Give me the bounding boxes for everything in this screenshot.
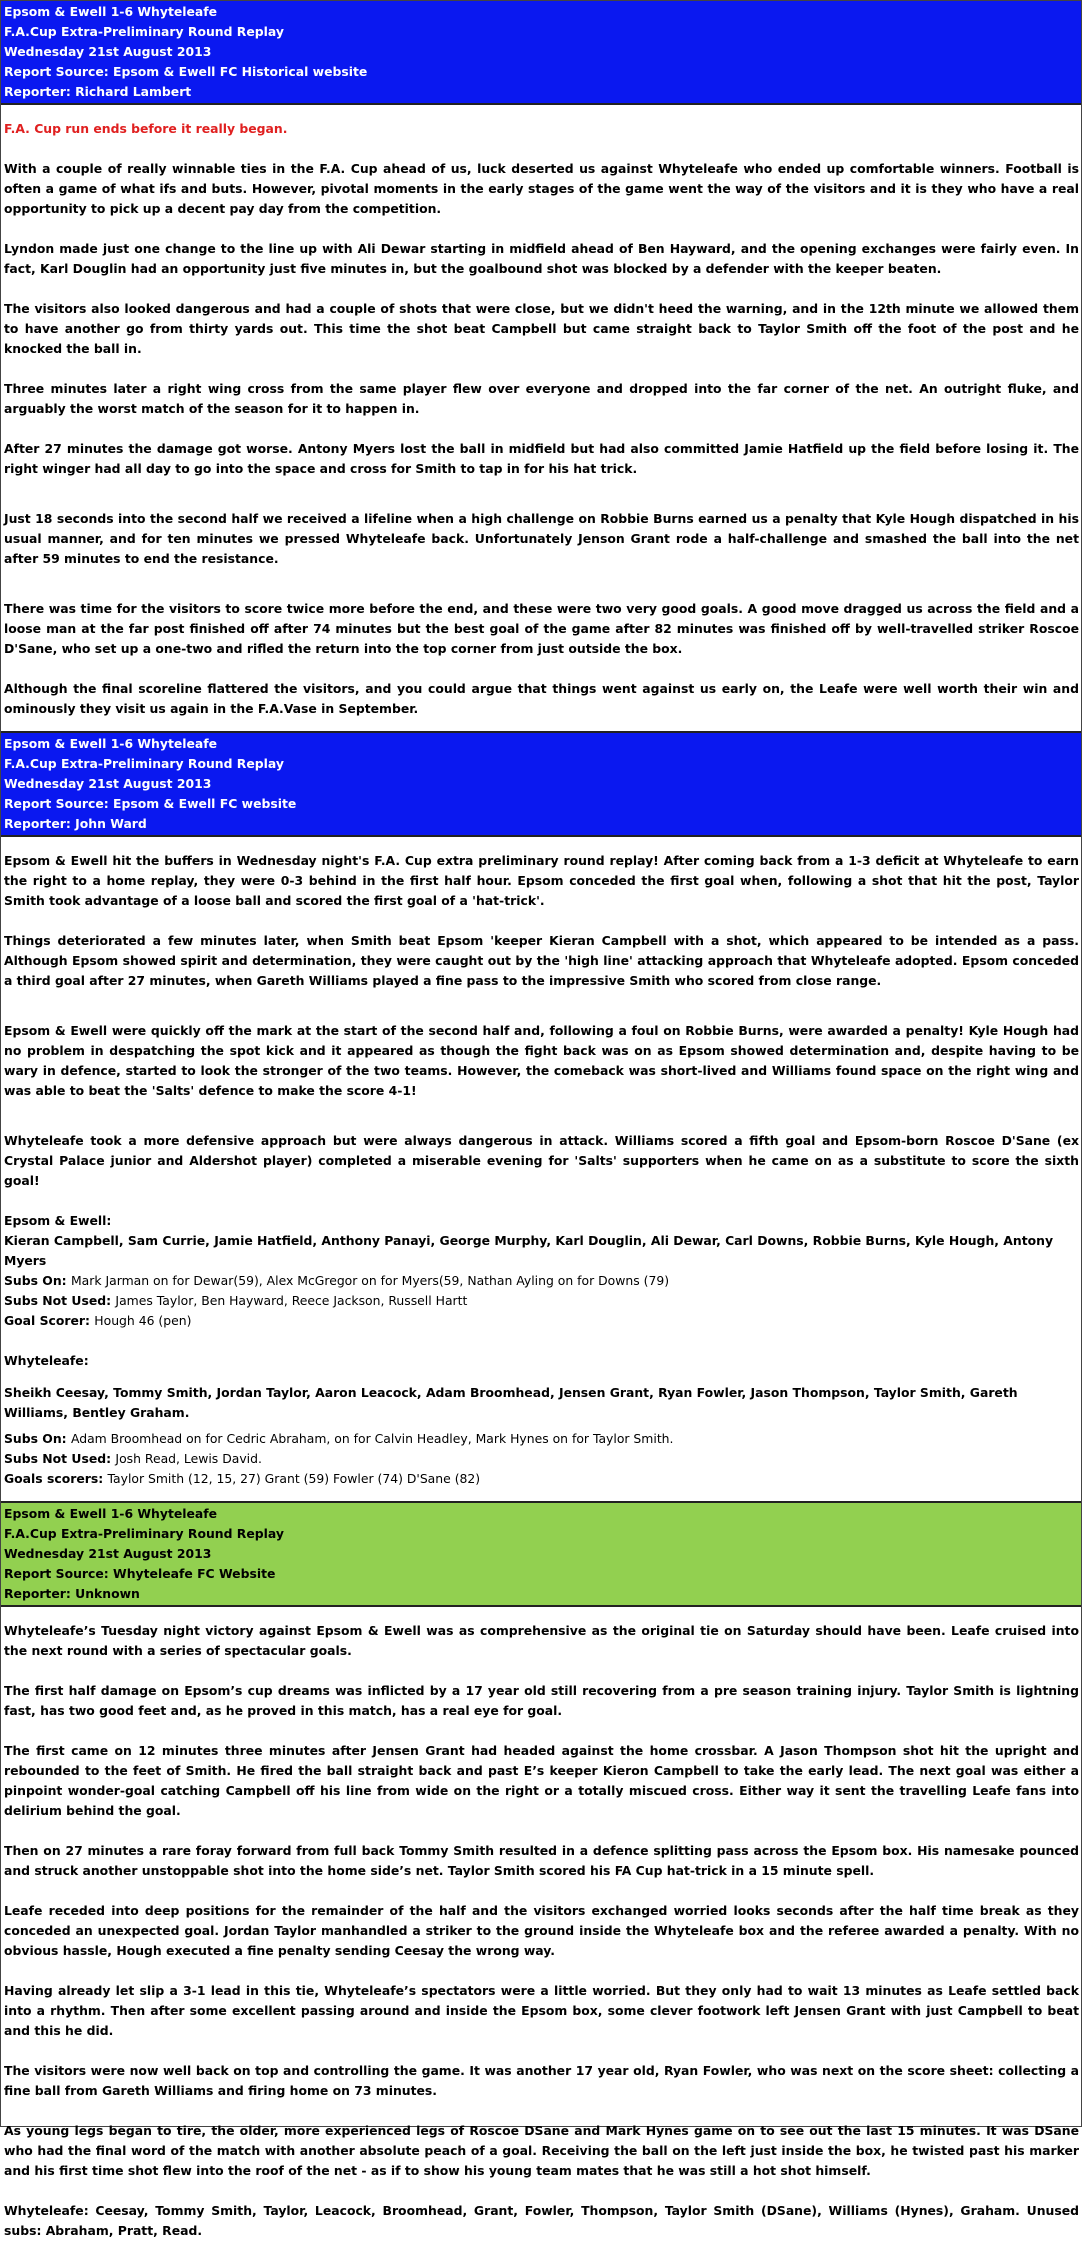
report-body-1 xyxy=(1,105,1081,731)
match-date: Wednesday 21st August 2013 xyxy=(4,1546,212,1561)
paragraph: Three minutes later a right wing cross from the same player flew over everyone and dropped into the far corner of the net. An outright fluke, and arguably the worst match of the season for it to happen in. xyxy=(4,381,1079,416)
match-title: Epsom & Ewell 1-6 Whyteleafe xyxy=(4,1506,218,1521)
reporter: Reporter: John Ward xyxy=(4,816,147,831)
goal-scorer-row xyxy=(4,1469,1079,1489)
team-label: Whyteleafe: xyxy=(4,1353,89,1368)
paragraph: Epsom & Ewell hit the buffers in Wednesday night's F.A. Cup extra preliminary round replay! After coming back from a 1-3 deficit at Whyteleafe to earn the right to a home replay, they were 0-3 behind in the first half hour. Epsom conceded the first goal when, following a shot that hit the post, Taylor Smith took advantage of a loose ball and scored the first goal of a 'hat-trick'. xyxy=(4,853,1079,908)
report-headline: F.A. Cup run ends before it really began. xyxy=(4,121,288,136)
competition: F.A.Cup Extra-Preliminary Round Replay xyxy=(4,1526,284,1541)
paragraph: The visitors were now well back on top and controlling the game. It was another 17 year old, Ryan Fowler, who was next on the score sheet: collecting a fine ball from Gareth Williams and firing home on 73 minutes. xyxy=(4,2063,1079,2098)
paragraph: Whyteleafe’s Tuesday night victory against Epsom & Ewell was as comprehensive as the original tie on Saturday should have been. Leafe cruised into the next round with a series of spectacular goals. xyxy=(4,1623,1079,1658)
subs-on-row xyxy=(4,1271,1079,1291)
competition: F.A.Cup Extra-Preliminary Round Replay xyxy=(4,24,284,39)
goal-scorer-value: Hough 46 (pen) xyxy=(94,1313,192,1328)
subs-on-value: Adam Broomhead on for Cedric Abraham, on for Calvin Headley, Mark Hynes on for Taylor Smith. xyxy=(70,1431,674,1446)
subs-on-label: Subs On: xyxy=(4,1273,67,1288)
team-label: Epsom & Ewell: xyxy=(4,1213,112,1228)
paragraph: Having already let slip a 3-1 lead in this tie, Whyteleafe’s spectators were a little worried. But they only had to wait 13 minutes as Leafe settled back into a rhythm. Then after some excellent passing around and inside the Epsom box, some clever footwork left Jensen Grant with just Campbell to beat and this he did. xyxy=(4,1983,1079,2038)
paragraph: There was time for the visitors to score twice more before the end, and these were two very good goals. A good move dragged us across the field and a loose man at the far post finished off after 74 minutes but the best goal of the game after 82 minutes was finished off by well-travelled striker Roscoe D'Sane, who set up a one-two and rifled the return into the top corner from just outside the box. xyxy=(4,601,1079,656)
reporter: Reporter: Richard Lambert xyxy=(4,84,192,99)
subs-not-used-label: Subs Not Used: xyxy=(4,1451,112,1466)
match-title: Epsom & Ewell 1-6 Whyteleafe xyxy=(4,4,218,19)
report-source: Report Source: Epsom & Ewell FC Historical website xyxy=(4,64,368,79)
report-body-3 xyxy=(1,1607,1081,2253)
paragraph: With a couple of really winnable ties in the F.A. Cup ahead of us, luck deserted us against Whyteleafe who ended up comfortable winners. Football is often a game of what ifs and buts. However, pivotal moments in the early stages of the game went the way of the visitors and it is they who have a real opportunity to pick up a decent pay day from the competition. xyxy=(4,161,1079,216)
report-header-2 xyxy=(1,731,1081,837)
subs-on-label: Subs On: xyxy=(4,1431,67,1446)
lineup: Kieran Campbell, Sam Currie, Jamie Hatfield, Anthony Panayi, George Murphy, Karl Douglin, Ali Dewar, Carl Downs, Robbie Burns, Kyle Hough, Antony Myers xyxy=(4,1233,1054,1268)
paragraph: Then on 27 minutes a rare foray forward from full back Tommy Smith resulted in a defence splitting pass across the Epsom box. His namesake pounced and struck another unstoppable shot into the home side’s net. Taylor Smith scored his FA Cup hat-trick in a 15 minute spell. xyxy=(4,1843,1079,1878)
goal-scorer-value: Taylor Smith (12, 15, 27) Grant (59) Fowler (74) D'Sane (82) xyxy=(107,1471,481,1486)
subs-on-row xyxy=(4,1429,1079,1449)
paragraph: Leafe receded into deep positions for the remainder of the half and the visitors exchanged worried looks seconds after the half time break as they conceded an unexpected goal. Jordan Taylor manhandled a striker to the ground inside the Whyteleafe box and the referee awarded a penalty. With no obvious hassle, Hough executed a fine penalty sending Ceesay the wrong way. xyxy=(4,1903,1079,1958)
goal-scorer-label: Goals scorers: xyxy=(4,1471,104,1486)
subs-not-used-label: Subs Not Used: xyxy=(4,1293,112,1308)
paragraph: Lyndon made just one change to the line up with Ali Dewar starting in midfield ahead of Ben Hayward, and the opening exchanges were fairly even. In fact, Karl Douglin had an opportunity just five minutes in, but the goalbound shot was blocked by a defender with the keeper beaten. xyxy=(4,241,1079,276)
subs-not-used-value: Josh Read, Lewis David. xyxy=(115,1451,262,1466)
reporter: Reporter: Unknown xyxy=(4,1586,140,1601)
match-date: Wednesday 21st August 2013 xyxy=(4,44,212,59)
paragraph: Whyteleafe took a more defensive approach but were always dangerous in attack. Williams scored a fifth goal and Epsom-born Roscoe D'Sane (ex Crystal Palace junior and Aldershot player) completed a miserable evening for 'Salts' supporters when he came on as a substitute to score the sixth goal! xyxy=(4,1133,1079,1188)
paragraph: The visitors also looked dangerous and had a couple of shots that were close, but we didn't heed the warning, and in the 12th minute we allowed them to have another go from thirty yards out. This time the shot beat Campbell but came straight back to Taylor Smith off the foot of the post and he knocked the ball in. xyxy=(4,301,1079,356)
subs-on-value: Mark Jarman on for Dewar(59), Alex McGregor on for Myers(59, Nathan Ayling on for Downs (79) xyxy=(70,1273,670,1288)
whyteleafe-team-sheet xyxy=(4,1351,1079,1489)
match-date: Wednesday 21st August 2013 xyxy=(4,776,212,791)
competition: F.A.Cup Extra-Preliminary Round Replay xyxy=(4,756,284,771)
subs-not-used-value: James Taylor, Ben Hayward, Reece Jackson, Russell Hartt xyxy=(115,1293,468,1308)
paragraph: Although the final scoreline flattered the visitors, and you could argue that things went against us early on, the Leafe were well worth their win and ominously they visit us again in the F.A.Vase in September. xyxy=(4,681,1079,716)
paragraph: Epsom & Ewell were quickly off the mark at the start of the second half and, following a foul on Robbie Burns, were awarded a penalty! Kyle Hough had no problem in despatching the spot kick and it appeared as though the fight back was on as Epsom showed determination and, despite having to be wary in defence, started to look the stronger of the two teams. However, the comeback was short-lived and Williams found space on the right wing and was able to beat the 'Salts' defence to make the score 4-1! xyxy=(4,1023,1079,1098)
report-source: Report Source: Whyteleafe FC Website xyxy=(4,1566,276,1581)
epsom-team-sheet xyxy=(4,1211,1079,1331)
match-title: Epsom & Ewell 1-6 Whyteleafe xyxy=(4,736,218,751)
subs-not-used-row xyxy=(4,1291,1079,1311)
report-body-2 xyxy=(1,837,1081,1501)
report-header-1 xyxy=(1,1,1081,105)
goal-scorer-label: Goal Scorer: xyxy=(4,1313,90,1328)
goal-scorer-row xyxy=(4,1311,1079,1331)
paragraph: Whyteleafe: Ceesay, Tommy Smith, Taylor, Leacock, Broomhead, Grant, Fowler, Thompson, Taylor Smith (DSane), Williams (Hynes), Graham. Unused subs: Abraham, Pratt, Read. xyxy=(4,2203,1079,2238)
paragraph: As young legs began to tire, the older, more experienced legs of Roscoe DSane and Mark Hynes game on to see out the last 15 minutes. It was DSane who had the final word of the match with another absolute peach of a goal. Receiving the ball on the left just inside the box, he twisted past his marker and his first time shot flew into the roof of the net - as if to show his young team mates that he was still a hot shot himself. xyxy=(4,2123,1079,2178)
paragraph: After 27 minutes the damage got worse. Antony Myers lost the ball in midfield but had also committed Jamie Hatfield up the field before losing it. The right winger had all day to go into the space and cross for Smith to tap in for his hat trick. xyxy=(4,441,1079,476)
paragraph: Things deteriorated a few minutes later, when Smith beat Epsom 'keeper Kieran Campbell with a shot, which appeared to be intended as a pass. Although Epsom showed spirit and determination, they were caught out by the 'high line' attacking approach that Whyteleafe adopted. Epsom conceded a third goal after 27 minutes, when Gareth Williams played a fine pass to the impressive Smith who scored from close range. xyxy=(4,933,1079,988)
report-header-3 xyxy=(1,1501,1081,1607)
report-source: Report Source: Epsom & Ewell FC website xyxy=(4,796,297,811)
paragraph: The first came on 12 minutes three minutes after Jensen Grant had headed against the home crossbar. A Jason Thompson shot hit the upright and rebounded to the feet of Smith. He fired the ball straight back and past E’s keeper Kieron Campbell to take the early lead. The next goal was either a pinpoint wonder-goal catching Campbell off his line from wide on the right or a totally miscued cross. Either way it sent the travelling Leafe fans into delirium behind the goal. xyxy=(4,1743,1079,1818)
paragraph: Just 18 seconds into the second half we received a lifeline when a high challenge on Robbie Burns earned us a penalty that Kyle Hough dispatched in his usual manner, and for ten minutes we pressed Whyteleafe back. Unfortunately Jenson Grant rode a half-challenge and smashed the ball into the net after 59 minutes to end the resistance. xyxy=(4,511,1079,566)
paragraph: The first half damage on Epsom’s cup dreams was inflicted by a 17 year old still recovering from a pre season training injury. Taylor Smith is lightning fast, has two good feet and, as he proved in this match, has a real eye for goal. xyxy=(4,1683,1079,1718)
lineup: Sheikh Ceesay, Tommy Smith, Jordan Taylor, Aaron Leacock, Adam Broomhead, Jensen Grant, Ryan Fowler, Jason Thompson, Taylor Smith, Gareth Williams, Bentley Graham. xyxy=(4,1385,1018,1420)
subs-not-used-row xyxy=(4,1449,1079,1469)
